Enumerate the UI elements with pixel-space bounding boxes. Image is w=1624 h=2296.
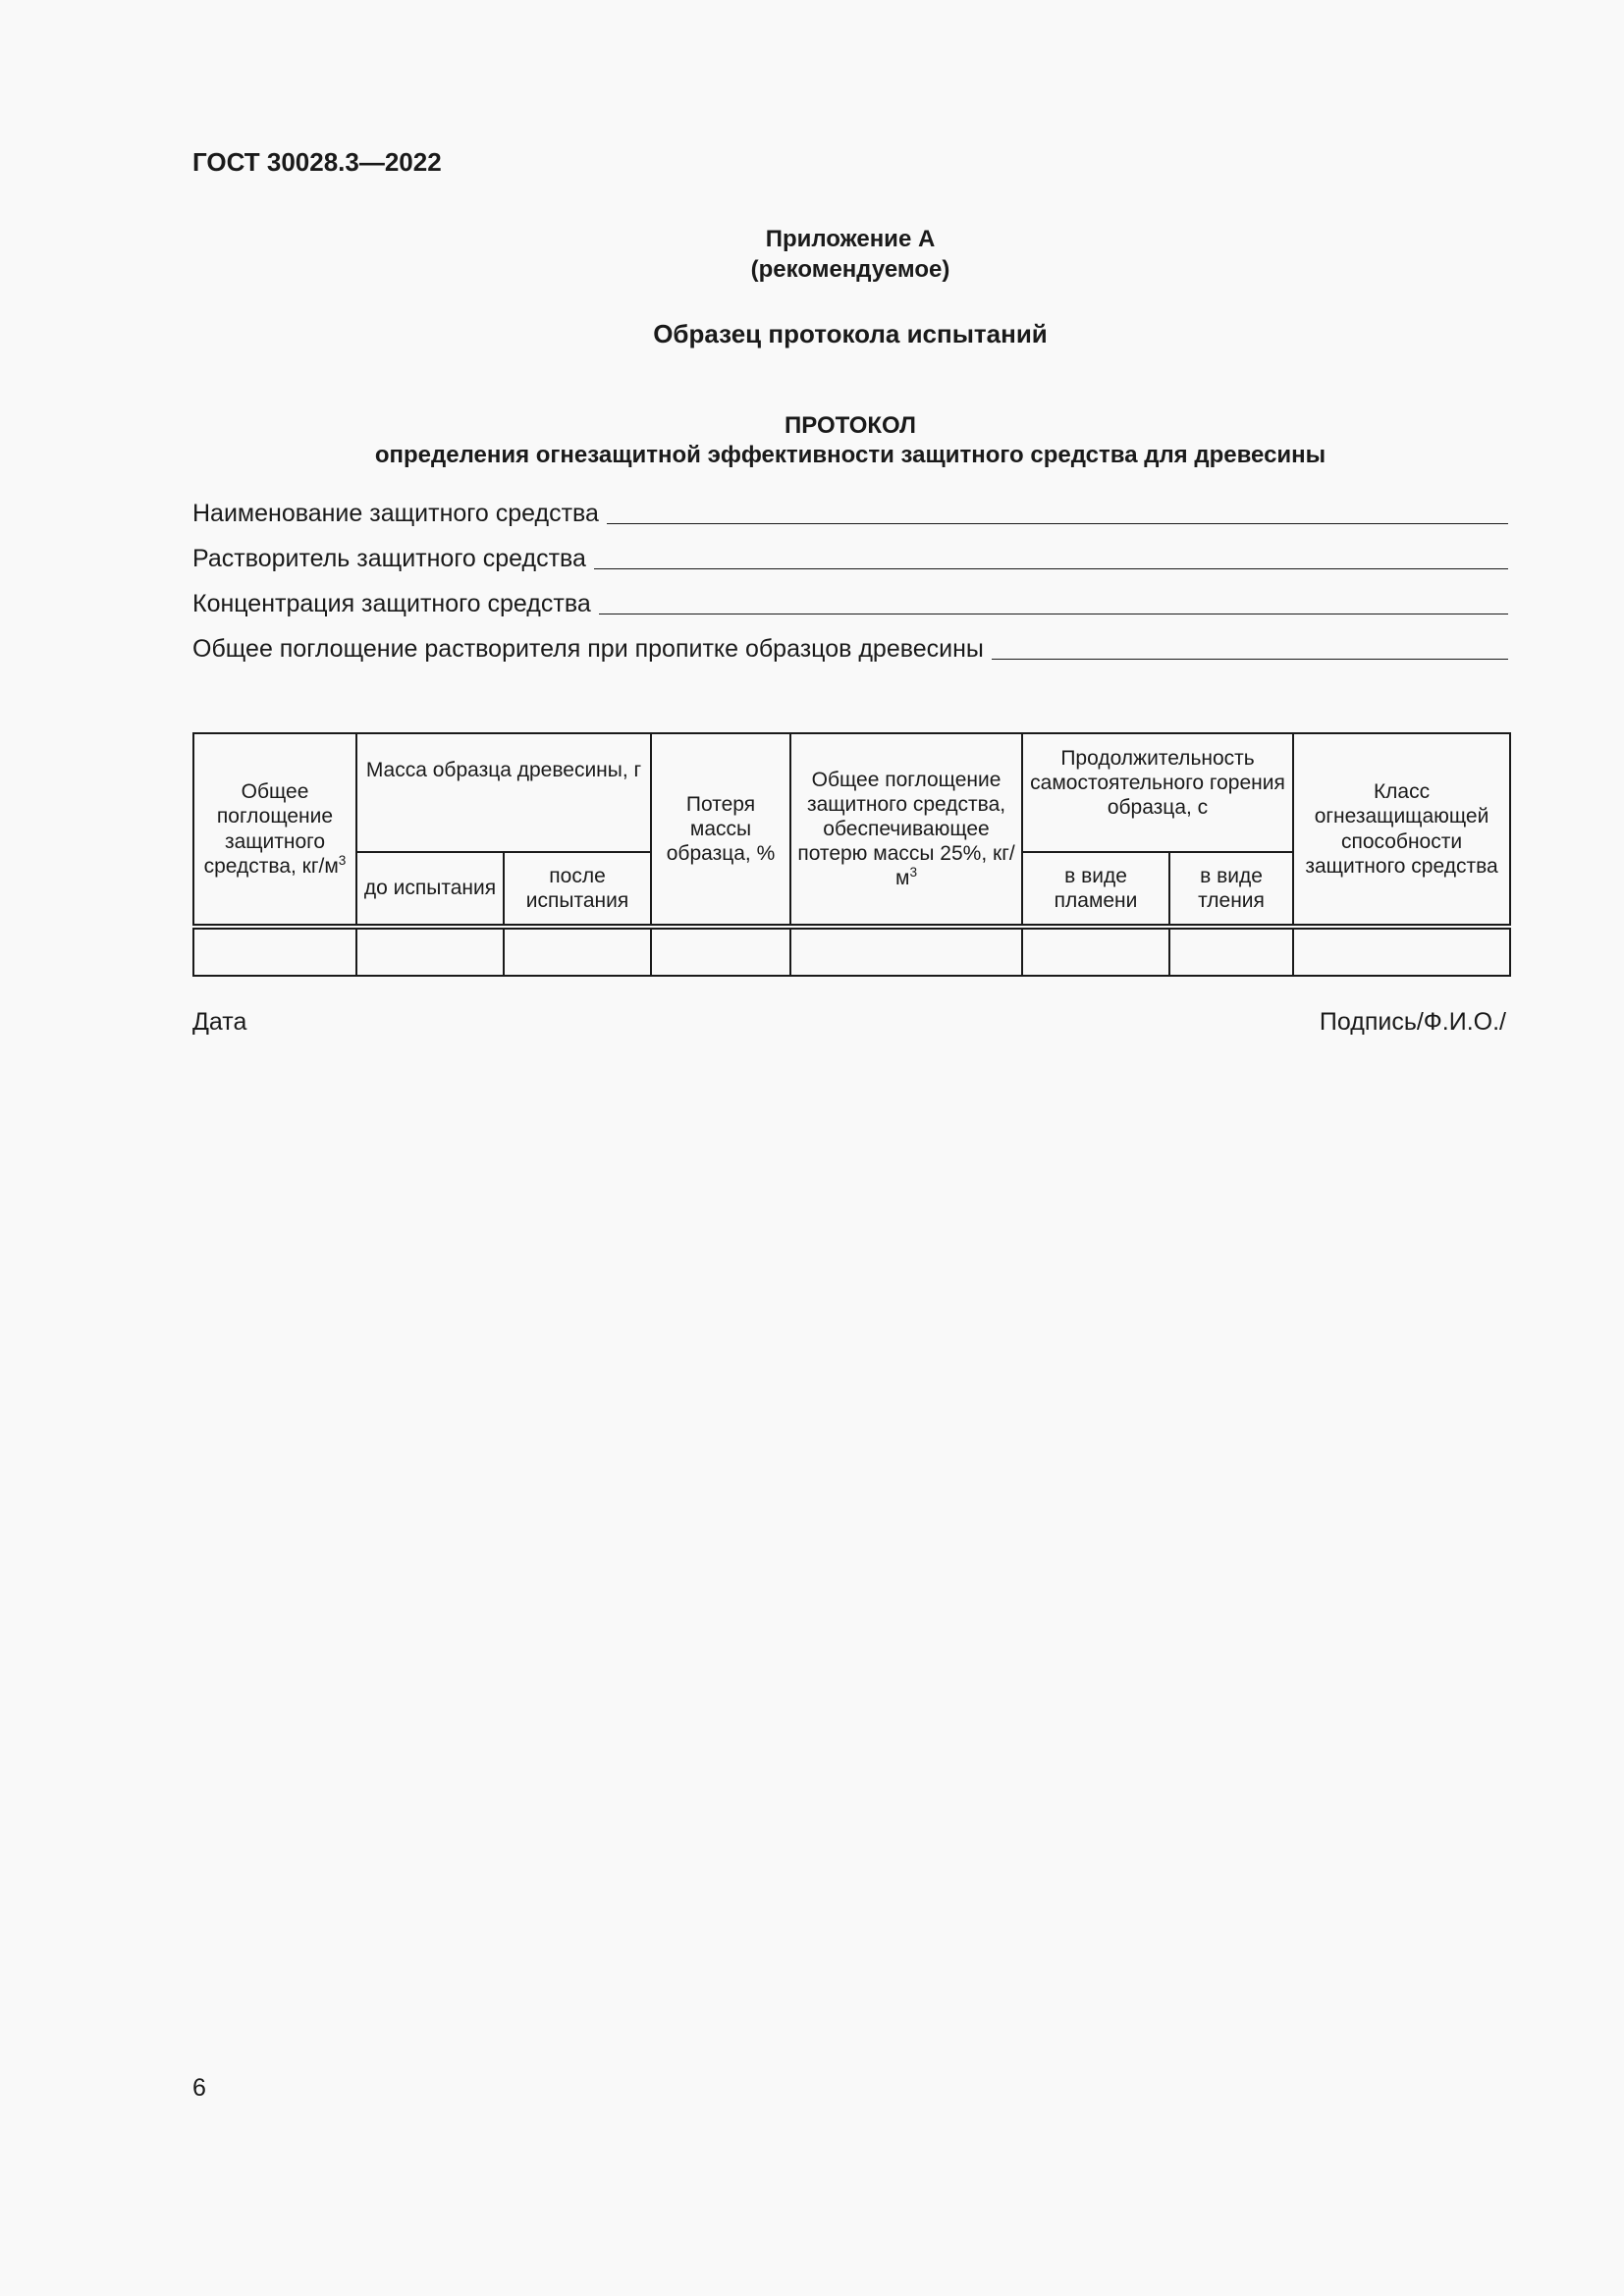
appendix-title: Приложение А [765,226,936,252]
col-header-mass-after: после испытания [504,852,651,927]
table-cell[interactable] [356,927,504,976]
col-header-sample-mass: Масса образца древесины, г [356,733,651,852]
signature-label: Подпись/Ф.И.О./ [1319,1008,1506,1036]
field-blank[interactable] [594,568,1508,569]
table-cell[interactable] [1169,927,1293,976]
field-label: Концентрация защитного средства [192,590,591,617]
table-cell[interactable] [1293,927,1510,976]
table-cell[interactable] [193,927,356,976]
col-header-flame: в виде пламени [1022,852,1169,927]
table-cell[interactable] [790,927,1022,976]
col-header-mass-loss: Потеря массы образца, % [651,733,790,927]
field-label: Наименование защитного средства [192,500,599,527]
field-agent-name [192,495,1508,528]
table-cell[interactable] [651,927,790,976]
protocol-subtitle: определения огнезащитной эффективности защитного средства для древесины [374,442,1326,468]
document-header: ГОСТ 30028.3—2022 [192,147,442,177]
field-label: Общее поглощение растворителя при пропитке образцов древесины [192,635,984,663]
field-blank[interactable] [992,659,1508,660]
col-header-smoldering: в виде тления [1169,852,1293,927]
table-row [193,927,1510,976]
col-header-absorption-25: Общее поглощение защитного средства, обеспечивающее потерю массы 25%, $кг/м^3$ [790,733,1022,927]
field-concentration [192,585,1508,618]
page-number: 6 [192,2074,206,2102]
protocol-title: ПРОТОКОЛ [785,412,916,439]
field-label: Растворитель защитного средства [192,545,586,572]
protocol-table [192,732,1511,977]
col-header-total-absorption: Общее поглощение защитного средства, $кг/м^3$ [193,733,356,927]
appendix-note: (рекомендуемое) [750,256,950,283]
col-header-protection-class: Класс огнезащищающей способности защитного средства [1293,733,1510,927]
col-header-mass-before: до испытания [356,852,504,927]
field-solvent [192,540,1508,573]
table-cell[interactable] [1022,927,1169,976]
sample-title: Образец протокола испытаний [653,319,1048,348]
table-cell[interactable] [504,927,651,976]
date-label: Дата [192,1008,247,1036]
field-blank[interactable] [607,523,1508,524]
col-header-burning-duration: Продолжительность самостоятельного горения образца, с [1022,733,1293,852]
field-solvent-absorption [192,630,1508,664]
